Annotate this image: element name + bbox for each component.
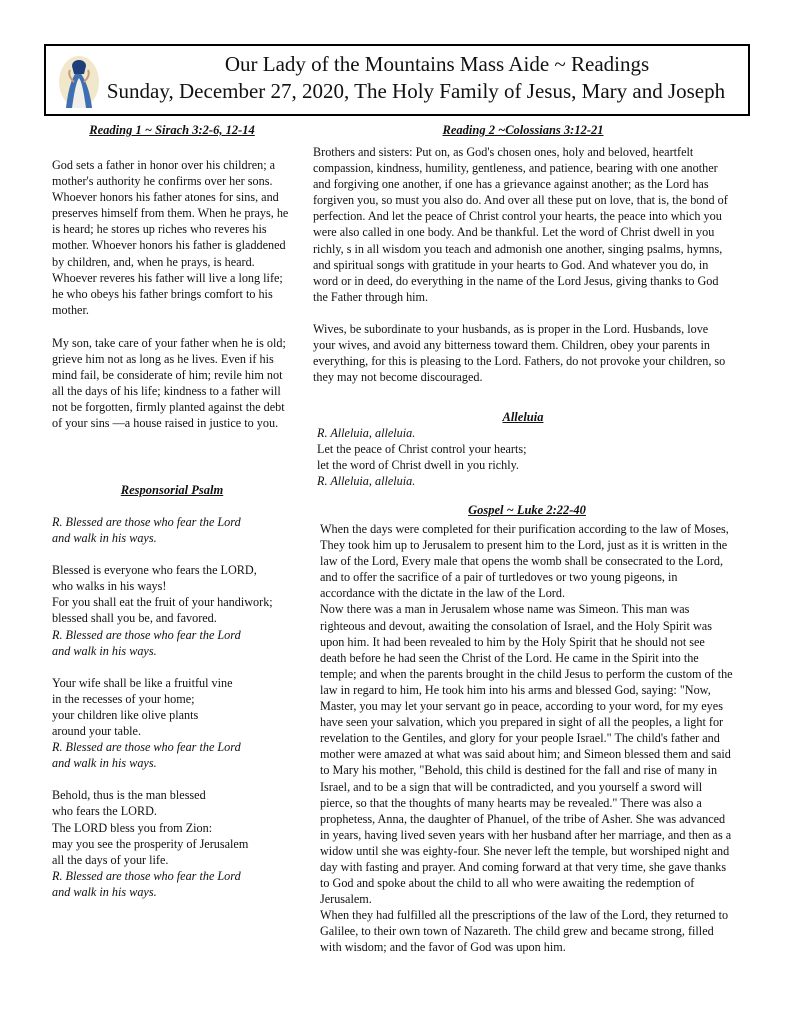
psalm-stanza-2	[52, 675, 292, 772]
psalm-line: Your wife shall be like a fruitful vine	[52, 675, 233, 690]
psalm-line: who walks in his ways!	[52, 579, 167, 594]
psalm-line: all the days of your life.	[52, 852, 169, 867]
psalm-title: Responsorial Psalm	[120, 483, 224, 497]
psalm-section	[52, 482, 292, 900]
reading1-section	[52, 122, 292, 432]
psalm-line: Blessed is everyone who fears the LORD,	[52, 563, 257, 578]
psalm-line: your children like olive plants	[52, 707, 199, 722]
psalm-response-line: R. Blessed are those who fear the Lord	[52, 515, 241, 529]
psalm-response-line: and walk in his ways.	[52, 643, 157, 658]
psalm-response-line: R. Blessed are those who fear the Lord	[52, 868, 241, 883]
psalm-stanza-3	[52, 787, 292, 900]
gospel-paragraph-2: Now there was a man in Jerusalem whose name was Simeon. This man was righteous and devout, awaiting the consolation of Israel, and the Holy Spirit was upon him. It had been revealed to him by the Holy Spirit that he should not see death before he had seen the Christ of the Lord. He came in the Spirit into the temple; and when the parents brought in the child Jesus to perform the custom of the law in regard to him, He took him into his arms and blessed God, saying: "Now, Master, you may let your servant go in peace, according to your word, for my eyes have seen your salvation, which you prepared in sight of all the peoples, a light for revelation to the Gentiles, and glory for your people Israel." The child's father and mother were amazed at what was said about him; and Simeon blessed them and said to Mary his mother, "Behold, this child is destined for the fall and rise of many in Israel, and to be a sign that will be contradicted, and you yourself a sword will pierce, so that the thoughts of many hearts may be revealed." There was also a prophetess, Anna, the daughter of Phanuel, of the tribe of Asher. She was advanced in years, having lived seven years with her husband after her marriage, and then as a widow until she was eighty-four. She never left the temple, but worshiped night and day with fasting and prayer. And coming forward at that very time, she gave thanks to God and spoke about the child to all who were awaiting the redemption of Jerusalem.	[320, 602, 733, 907]
psalm-line: who fears the LORD.	[52, 804, 157, 819]
psalm-response	[52, 514, 292, 546]
alleluia-line: let the word of Christ dwell in you richly.	[317, 458, 519, 473]
psalm-response-line: R. Blessed are those who fear the Lord	[52, 627, 241, 642]
gospel-paragraph-3: When they had fulfilled all the prescriptions of the law of the Lord, they returned to Galilee, to their own town of Nazareth. The child grew and became strong, filled with wisdom; and the favor of God was upon him.	[320, 908, 729, 955]
reading2-section	[313, 122, 733, 385]
alleluia-section	[313, 409, 733, 489]
page-title: Our Lady of the Mountains Mass Aide ~ Readings	[224, 52, 650, 76]
psalm-line: Behold, thus is the man blessed	[52, 788, 206, 803]
psalm-stanza-1	[52, 562, 292, 659]
psalm-response-line: and walk in his ways.	[52, 531, 157, 546]
gospel-title: Gospel ~ Luke 2:22-40	[468, 503, 586, 517]
reading2-paragraph-1: Brothers and sisters: Put on, as God's chosen ones, holy and beloved, heartfelt compassion, kindness, humility, gentleness, and patience, bearing with one another and forgiving one another, if one has a grievance against another; as the Lord has forgiven you, so must you also do. And over all these put on love, that is, the bond of perfection. And let the peace of Christ control your hearts, the peace into which you were also called in one body. And be thankful. Let the word of Christ dwell in you richly, s in all wisdom you teach and admonish one another, singing psalms, hymns, and spiritual songs with gratitude in your hearts to God. And whatever you do, in word or in deed, do everything in the name of the Lord Jesus, giving thanks to God the Father through him.	[313, 145, 728, 304]
page-subtitle: Sunday, December 27, 2020, The Holy Family of Jesus, Mary and Joseph	[106, 79, 726, 103]
gospel-paragraph-1: When the days were completed for their purification according to the law of Moses, They took him up to Jerusalem to present him to the Lord, just as it is written in the law of the Lord, Every male that opens the womb shall be consecrated to the Lord, and to offer the sacrifice of a pair of turtledoves or two young pigeons, in accordance with the dictate in the law of the Lord.	[320, 522, 729, 601]
reading1-title: Reading 1 ~ Sirach 3:2-6, 12-14	[89, 123, 255, 137]
psalm-response-line: and walk in his ways.	[52, 884, 157, 899]
psalm-line: For you shall eat the fruit of your handiwork;	[52, 595, 273, 610]
reading2-paragraph-2: Wives, be subordinate to your husbands, as is proper in the Lord. Husbands, love your wives, and avoid any bitterness toward them. Children, obey your parents in everything, for this is pleasing to the Lord. Fathers, do not provoke your children, so they may not become discouraged.	[313, 321, 726, 385]
alleluia-line: Let the peace of Christ control your hearts;	[317, 442, 527, 457]
reading1-paragraph-2: My son, take care of your father when he is old; grieve him not as long as he lives. Even if his mind fail, be considerate of him; revile him not all the days of his life; kindness to a father will not be forgotten, firmly planted against the debt of your sins —a house raised in justice to you.	[52, 335, 286, 431]
reading1-paragraph-1: God sets a father in honor over his children; a mother's authority he confirms over her sons. Whoever honors his father atones for sins, and preserves himself from them. When he prays, he is heard; he stores up riches who reveres his mother. Whoever honors his father is gladdened by children, and, when he prays, is heard. Whoever reveres his father will live a long life; he who obeys his father brings comfort to his mother.	[52, 158, 289, 317]
psalm-line: The LORD bless you from Zion:	[52, 820, 213, 835]
psalm-line: in the recesses of your home;	[52, 691, 195, 706]
psalm-line: around your table.	[52, 724, 142, 739]
alleluia-line: R. Alleluia, alleluia.	[317, 474, 416, 489]
alleluia-title: Alleluia	[502, 410, 544, 424]
reading2-title: Reading 2 ~Colossians 3:12-21	[442, 123, 604, 137]
alleluia-line: R. Alleluia, alleluia.	[317, 426, 416, 440]
psalm-response-line: and walk in his ways.	[52, 756, 157, 771]
psalm-line: blessed shall you be, and favored.	[52, 611, 217, 626]
gospel-section	[320, 502, 734, 956]
header-box	[44, 44, 750, 116]
psalm-response-line: R. Blessed are those who fear the Lord	[52, 740, 241, 755]
psalm-line: may you see the prosperity of Jerusalem	[52, 836, 249, 851]
